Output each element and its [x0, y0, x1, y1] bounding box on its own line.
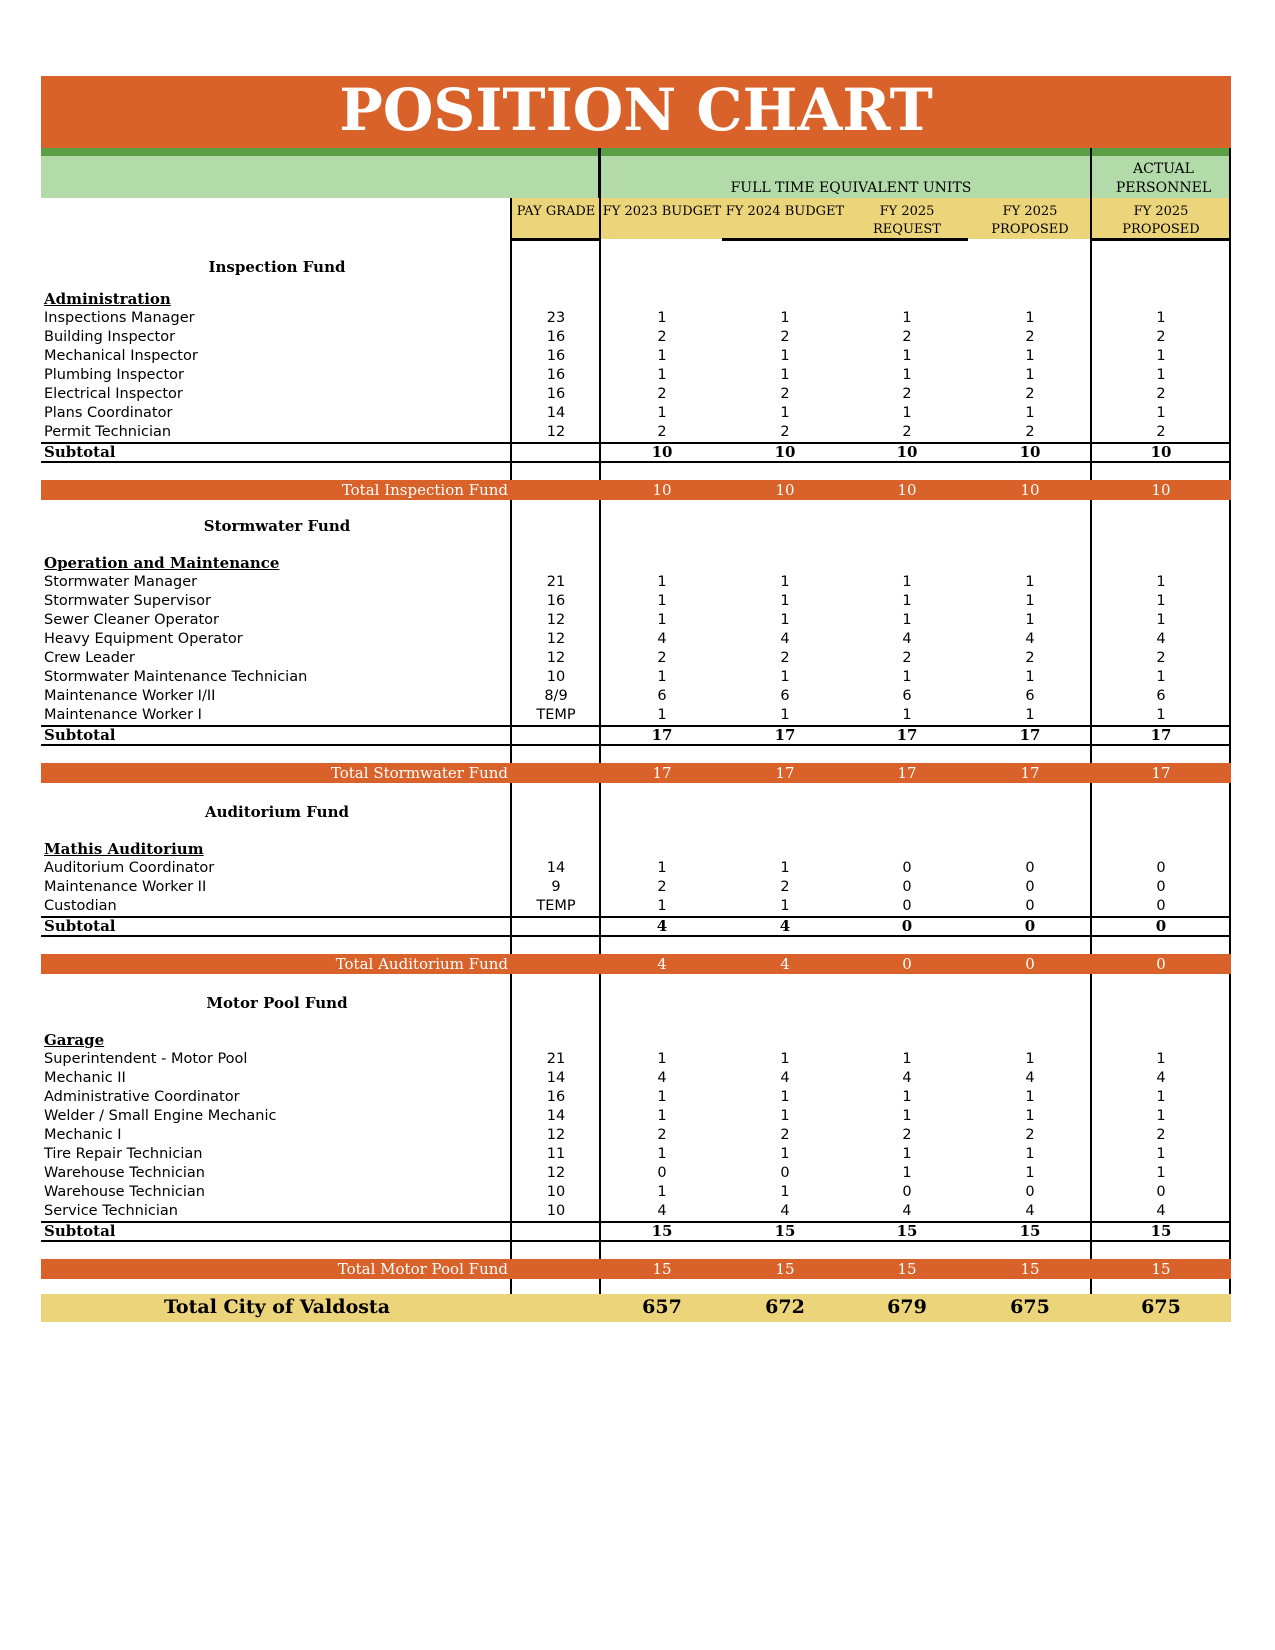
fte-cell: 0	[902, 860, 912, 876]
pay-grade-cell: 16	[546, 329, 566, 345]
pay-grade-cell: 11	[546, 1146, 566, 1162]
fund-heading: Auditorium Fund	[205, 803, 349, 821]
fte-cell: 1	[1025, 1165, 1035, 1181]
grid-vertical-line	[598, 148, 600, 198]
pay-grade-cell: 16	[546, 593, 566, 609]
header-rule	[1090, 238, 1231, 241]
fte-cell: 0	[902, 1184, 912, 1200]
fte-cell: 1	[780, 1089, 790, 1105]
subtotal-cell: 17	[896, 726, 918, 744]
fte-cell: 1	[780, 860, 790, 876]
fte-cell: 1	[902, 669, 912, 685]
fte-cell: 1	[1025, 1089, 1035, 1105]
fte-cell: 1	[657, 898, 667, 914]
subtotal-cell: 10	[651, 443, 673, 461]
fte-cell: 4	[1025, 1203, 1035, 1219]
fte-cell: 1	[1156, 367, 1166, 383]
subtotal-cell: 10	[896, 443, 918, 461]
subtotal-rule	[41, 935, 1231, 937]
fund-total-label: Total Inspection Fund	[341, 481, 508, 499]
pay-grade-cell: TEMP	[536, 898, 576, 914]
fte-cell: 1	[902, 367, 912, 383]
fte-cell: 1	[657, 612, 667, 628]
position-title: Plans Coordinator	[44, 405, 173, 421]
fte-cell: 2	[657, 386, 667, 402]
fte-cell: 6	[1156, 688, 1166, 704]
grand-total-cell: 679	[887, 1296, 927, 1318]
fte-cell: 1	[657, 707, 667, 723]
fte-cell: 4	[1156, 1203, 1166, 1219]
pay-grade-cell: 23	[546, 310, 566, 326]
fte-cell: 4	[1156, 631, 1166, 647]
pay-grade-cell: 21	[546, 1051, 566, 1067]
subtotal-cell: 15	[651, 1222, 673, 1240]
fte-cell: 1	[780, 405, 790, 421]
fte-cell: 0	[902, 879, 912, 895]
position-title: Warehouse Technician	[44, 1184, 205, 1200]
section-heading: Mathis Auditorium	[44, 840, 204, 858]
page-title: POSITION CHART	[339, 76, 933, 144]
fund-total-label: Total Stormwater Fund	[330, 764, 508, 782]
subtotal-cell: 10	[1150, 443, 1172, 461]
fund-total-cell: 17	[1151, 764, 1171, 782]
header-rule	[510, 238, 600, 241]
fund-total-cell: 0	[902, 955, 912, 973]
subtotal-cell: 17	[774, 726, 796, 744]
fte-cell: 1	[1156, 1051, 1166, 1067]
fte-cell: 2	[780, 650, 790, 666]
fte-cell: 0	[1156, 879, 1166, 895]
fte-cell: 1	[780, 574, 790, 590]
fte-cell: 4	[1025, 631, 1035, 647]
grid-vertical-line	[599, 148, 601, 1318]
grand-total-cell: 672	[765, 1296, 805, 1318]
fund-total-cell: 15	[897, 1260, 917, 1278]
fte-cell: 2	[1025, 424, 1035, 440]
fte-cell: 1	[657, 348, 667, 364]
subtotal-rule	[41, 744, 1231, 746]
position-title: Administrative Coordinator	[44, 1089, 240, 1105]
fte-cell: 2	[1025, 329, 1035, 345]
grid-vertical-line	[1090, 148, 1092, 1318]
fte-cell: 1	[1025, 707, 1035, 723]
grand-total-cell: 675	[1010, 1296, 1050, 1318]
fte-cell: 2	[902, 650, 912, 666]
subtotal-cell: 0	[1024, 917, 1036, 935]
position-title: Electrical Inspector	[44, 386, 183, 402]
section-heading: Administration	[44, 290, 171, 308]
fte-cell: 4	[1025, 1070, 1035, 1086]
subtotal-cell: 17	[1150, 726, 1172, 744]
fte-cell: 6	[902, 688, 912, 704]
fte-cell: 1	[902, 574, 912, 590]
fte-cell: 1	[657, 310, 667, 326]
pay-grade-cell: 10	[546, 1203, 566, 1219]
fte-cell: 1	[902, 1089, 912, 1105]
pay-grade-cell: 12	[546, 1165, 566, 1181]
fund-total-cell: 17	[775, 764, 795, 782]
fte-cell: 1	[902, 1146, 912, 1162]
fte-cell: 1	[1025, 1051, 1035, 1067]
fte-cell: 1	[780, 310, 790, 326]
fte-cell: 2	[902, 1127, 912, 1143]
fte-cell: 1	[902, 1051, 912, 1067]
fte-cell: 6	[1025, 688, 1035, 704]
pay-grade-cell: 14	[546, 860, 566, 876]
fund-total-cell: 15	[1020, 1260, 1040, 1278]
position-title: Auditorium Coordinator	[44, 860, 215, 876]
fte-cell: 1	[1156, 1108, 1166, 1124]
fte-cell: 1	[1025, 593, 1035, 609]
subtotal-cell: 17	[651, 726, 673, 744]
fte-cell: 0	[1025, 860, 1035, 876]
fte-cell: 2	[1156, 329, 1166, 345]
grid-vertical-line	[1229, 148, 1231, 1318]
fund-total-cell: 17	[897, 764, 917, 782]
fte-cell: 0	[780, 1165, 790, 1181]
fund-heading: Inspection Fund	[208, 258, 346, 276]
subtotal-cell: 10	[774, 443, 796, 461]
fund-total-cell: 0	[1156, 955, 1166, 973]
fte-cell: 1	[1156, 612, 1166, 628]
pay-grade-cell: 12	[546, 424, 566, 440]
fund-total-cell: 10	[775, 481, 795, 499]
fte-cell: 1	[1025, 669, 1035, 685]
fte-cell: 4	[902, 631, 912, 647]
pay-grade-cell: 14	[546, 1070, 566, 1086]
fte-cell: 0	[1025, 879, 1035, 895]
fte-cell: 1	[1156, 405, 1166, 421]
fund-heading: Stormwater Fund	[203, 517, 351, 535]
fte-cell: 2	[657, 1127, 667, 1143]
fte-cell: 2	[1025, 1127, 1035, 1143]
fund-total-cell: 4	[780, 955, 790, 973]
fte-cell: 4	[780, 1203, 790, 1219]
subtotal-cell: 10	[1019, 443, 1041, 461]
fte-cell: 1	[657, 1184, 667, 1200]
fte-cell: 1	[1156, 574, 1166, 590]
fte-cell: 0	[1156, 898, 1166, 914]
fte-cell: 1	[1156, 669, 1166, 685]
pay-grade-cell: 12	[546, 1127, 566, 1143]
fte-cell: 4	[657, 631, 667, 647]
pay-grade-header: PAY GRADE	[516, 204, 596, 219]
grid-vertical-line	[510, 198, 512, 1318]
fund-total-cell: 10	[1151, 481, 1171, 499]
fte-cell: 1	[1025, 1108, 1035, 1124]
fund-total-label: Total Auditorium Fund	[335, 955, 508, 973]
fte-cell: 1	[902, 1108, 912, 1124]
fte-cell: 1	[1156, 310, 1166, 326]
fund-total-cell: 4	[657, 955, 667, 973]
fte-cell: 4	[902, 1070, 912, 1086]
fte-cell: 2	[1156, 650, 1166, 666]
fte-cell: 1	[902, 593, 912, 609]
pay-grade-cell: 14	[546, 405, 566, 421]
fte-cell: 1	[780, 1051, 790, 1067]
position-title: Mechanical Inspector	[44, 348, 198, 364]
pay-grade-cell: 16	[546, 386, 566, 402]
pay-grade-cell: 16	[546, 367, 566, 383]
grand-total-cell: 675	[1141, 1296, 1181, 1318]
fte-cell: 0	[1025, 898, 1035, 914]
fte-cell: 1	[902, 707, 912, 723]
pay-grade-cell: 16	[546, 348, 566, 364]
fte-cell: 2	[780, 424, 790, 440]
subtotal-cell: 4	[656, 917, 668, 935]
fte-cell: 2	[1025, 386, 1035, 402]
fund-total-cell: 15	[775, 1260, 795, 1278]
fte-cell: 1	[780, 348, 790, 364]
fte-cell: 2	[902, 329, 912, 345]
fte-cell: 1	[902, 405, 912, 421]
fte-cell: 2	[1156, 1127, 1166, 1143]
fte-cell: 1	[780, 707, 790, 723]
fte-cell: 1	[780, 669, 790, 685]
section-heading: Garage	[44, 1031, 105, 1049]
subtotal-cell: 0	[901, 917, 913, 935]
fte-cell: 1	[1025, 574, 1035, 590]
section-heading: Operation and Maintenance	[44, 554, 280, 572]
fte-cell: 1	[902, 612, 912, 628]
position-title: Warehouse Technician	[44, 1165, 205, 1181]
fte-cell: 2	[657, 650, 667, 666]
fte-cell: 1	[657, 1108, 667, 1124]
position-title: Maintenance Worker II	[44, 879, 207, 895]
fund-total-cell: 17	[1020, 764, 1040, 782]
fte-cell: 1	[780, 1108, 790, 1124]
pay-grade-cell: 9	[551, 879, 561, 895]
subtotal-cell: 17	[1019, 726, 1041, 744]
fund-total-cell: 0	[1025, 955, 1035, 973]
column-header: FY 2025 PROPOSED	[991, 204, 1069, 237]
pay-grade-cell: 12	[546, 631, 566, 647]
fte-cell: 1	[902, 1165, 912, 1181]
column-header: FY 2024 BUDGET	[725, 204, 845, 219]
subtotal-label: Subtotal	[44, 443, 116, 461]
header-rule	[722, 238, 968, 241]
fund-total-cell: 15	[652, 1260, 672, 1278]
subtotal-cell: 0	[1155, 917, 1167, 935]
fte-cell: 4	[902, 1203, 912, 1219]
position-title: Tire Repair Technician	[44, 1146, 203, 1162]
fte-cell: 1	[657, 1089, 667, 1105]
fte-cell: 1	[1156, 1089, 1166, 1105]
pay-grade-cell: 10	[546, 1184, 566, 1200]
fte-cell: 2	[657, 879, 667, 895]
position-title: Superintendent - Motor Pool	[44, 1051, 248, 1067]
fte-cell: 0	[1156, 1184, 1166, 1200]
pay-grade-cell: 12	[546, 612, 566, 628]
grand-total-label: Total City of Valdosta	[163, 1296, 391, 1318]
position-title: Crew Leader	[44, 650, 135, 666]
fund-total-cell: 10	[897, 481, 917, 499]
fte-cell: 2	[1156, 386, 1166, 402]
fte-cell: 1	[657, 1146, 667, 1162]
fte-cell: 2	[902, 424, 912, 440]
position-title: Inspections Manager	[44, 310, 195, 326]
subtotal-label: Subtotal	[44, 726, 116, 744]
fte-cell: 4	[657, 1203, 667, 1219]
fte-cell: 0	[1025, 1184, 1035, 1200]
fte-cell: 1	[1025, 405, 1035, 421]
fund-total-cell: 10	[1020, 481, 1040, 499]
position-title: Stormwater Maintenance Technician	[44, 669, 308, 685]
pay-grade-cell: 14	[546, 1108, 566, 1124]
fte-cell: 1	[1156, 707, 1166, 723]
fte-cell: 2	[902, 386, 912, 402]
subtotal-cell: 15	[896, 1222, 918, 1240]
fte-cell: 0	[1156, 860, 1166, 876]
fte-cell: 1	[780, 1184, 790, 1200]
subtotal-label: Subtotal	[44, 1222, 116, 1240]
grand-total-cell: 657	[642, 1296, 682, 1318]
position-title: Stormwater Supervisor	[44, 593, 211, 609]
fte-cell: 1	[1025, 367, 1035, 383]
position-title: Sewer Cleaner Operator	[44, 612, 220, 628]
fte-cell: 0	[657, 1165, 667, 1181]
position-title: Mechanic I	[44, 1127, 122, 1143]
fte-cell: 1	[657, 593, 667, 609]
fte-cell: 2	[780, 1127, 790, 1143]
subtotal-rule	[41, 1240, 1231, 1242]
subtotal-cell: 15	[1019, 1222, 1041, 1240]
position-title: Building Inspector	[44, 329, 176, 345]
fte-cell: 6	[657, 688, 667, 704]
position-title: Stormwater Manager	[44, 574, 198, 590]
fte-cell: 1	[780, 612, 790, 628]
fte-cell: 1	[657, 669, 667, 685]
fte-cell: 1	[657, 405, 667, 421]
position-title: Service Technician	[44, 1203, 178, 1219]
pay-grade-cell: 12	[546, 650, 566, 666]
fte-cell: 1	[1156, 1165, 1166, 1181]
fte-cell: 1	[1156, 348, 1166, 364]
fte-cell: 1	[1156, 593, 1166, 609]
pay-grade-cell: 8/9	[544, 688, 568, 704]
pay-grade-cell: 21	[546, 574, 566, 590]
subtotal-cell: 15	[1150, 1222, 1172, 1240]
fte-cell: 4	[1156, 1070, 1166, 1086]
fte-cell: 0	[902, 898, 912, 914]
fte-cell: 1	[657, 367, 667, 383]
fte-cell: 2	[657, 329, 667, 345]
fte-cell: 1	[1025, 348, 1035, 364]
fte-cell: 4	[780, 631, 790, 647]
fte-cell: 1	[902, 348, 912, 364]
fte-cell: 1	[657, 1051, 667, 1067]
fte-cell: 6	[780, 688, 790, 704]
position-title: Welder / Small Engine Mechanic	[44, 1108, 277, 1124]
fte-cell: 1	[657, 574, 667, 590]
fte-units-label: FULL TIME EQUIVALENT UNITS	[730, 180, 972, 196]
column-header: FY 2025 PROPOSED	[1122, 204, 1200, 237]
pay-grade-cell: TEMP	[536, 707, 576, 723]
subtotal-cell: 15	[774, 1222, 796, 1240]
pay-grade-cell: 10	[546, 669, 566, 685]
column-header: FY 2023 BUDGET	[602, 204, 722, 219]
position-title: Maintenance Worker I/II	[44, 688, 216, 704]
actual-personnel-label: ACTUAL PERSONNEL	[1115, 161, 1212, 196]
column-header: FY 2025 REQUEST	[873, 204, 941, 237]
fte-cell: 1	[657, 860, 667, 876]
position-title: Mechanic II	[44, 1070, 126, 1086]
title-underline-bar	[41, 148, 1231, 156]
subtotal-rule	[41, 461, 1231, 463]
position-title: Maintenance Worker I	[44, 707, 202, 723]
pay-grade-cell: 16	[546, 1089, 566, 1105]
fund-total-cell: 10	[652, 481, 672, 499]
fte-cell: 1	[780, 367, 790, 383]
fte-cell: 2	[1156, 424, 1166, 440]
fte-cell: 2	[1025, 650, 1035, 666]
fte-cell: 1	[780, 898, 790, 914]
fte-cell: 1	[902, 310, 912, 326]
fund-total-cell: 17	[652, 764, 672, 782]
fund-heading: Motor Pool Fund	[206, 994, 348, 1012]
position-title: Plumbing Inspector	[44, 367, 184, 383]
fte-cell: 1	[1025, 310, 1035, 326]
fte-cell: 2	[657, 424, 667, 440]
subtotal-cell: 4	[779, 917, 791, 935]
fte-cell: 1	[780, 593, 790, 609]
fte-cell: 1	[1025, 1146, 1035, 1162]
fte-cell: 2	[780, 329, 790, 345]
position-title: Custodian	[44, 898, 117, 914]
position-title: Heavy Equipment Operator	[44, 631, 243, 647]
fte-cell: 1	[1025, 612, 1035, 628]
fund-total-cell: 15	[1151, 1260, 1171, 1278]
fte-cell: 1	[780, 1146, 790, 1162]
fund-total-label: Total Motor Pool Fund	[337, 1260, 508, 1278]
fte-cell: 1	[1156, 1146, 1166, 1162]
position-title: Permit Technician	[44, 424, 172, 440]
fte-cell: 2	[780, 386, 790, 402]
fte-cell: 4	[780, 1070, 790, 1086]
fte-cell: 4	[657, 1070, 667, 1086]
subtotal-label: Subtotal	[44, 917, 116, 935]
fte-cell: 2	[780, 879, 790, 895]
